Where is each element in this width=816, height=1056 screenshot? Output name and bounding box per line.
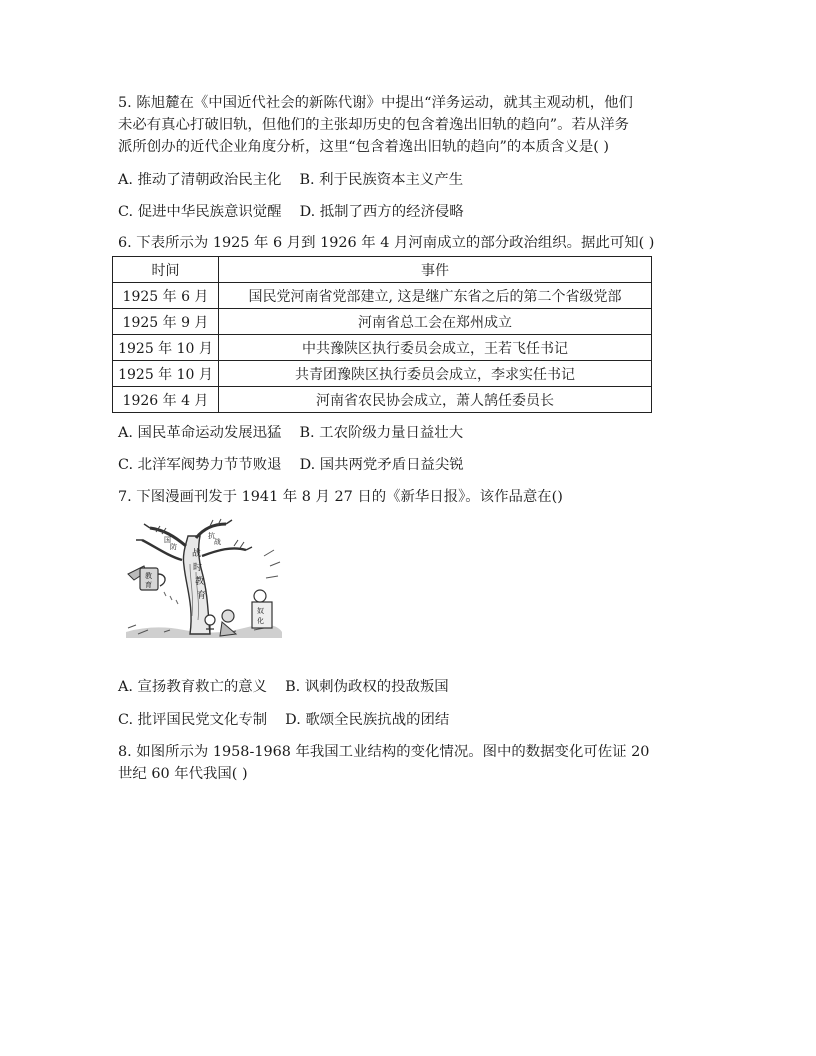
q7-option-d[interactable]: D. 歌颂全民族抗战的团结 <box>285 712 450 728</box>
pot-char: 教 <box>145 572 152 580</box>
table-row <box>113 387 652 413</box>
exam-page <box>118 92 708 785</box>
q7-stem: 7. 下图漫画刊发于 1941 年 8 月 27 日的《新华日报》。该作品意在() <box>118 489 563 505</box>
question-7 <box>118 486 708 731</box>
q5-option-d[interactable]: D. 抵制了西方的经济侵略 <box>299 204 464 220</box>
branch-char: 抗 <box>208 532 215 540</box>
table-cell-event: 共青团豫陕区执行委员会成立，李求实任书记 <box>219 361 652 387</box>
q6-option-b[interactable]: B. 工农阶级力量日益壮大 <box>299 425 464 441</box>
branch-char: 国 <box>164 536 171 544</box>
figure-char: 奴 <box>257 607 264 615</box>
q7-option-b[interactable]: B. 讽刺伪政权的投敌叛国 <box>285 679 449 695</box>
q6-options-row-2 <box>118 454 708 476</box>
q6-options-row-1 <box>118 422 708 444</box>
table-cell-time: 1925 年 10 月 <box>113 361 219 387</box>
table-row <box>113 361 652 387</box>
table-cell-time: 1926 年 4 月 <box>113 387 219 413</box>
table-cell-time: 1925 年 9 月 <box>113 309 219 335</box>
q5-option-a[interactable]: A. 推动了清朝政治民主化 <box>118 172 282 188</box>
trunk-char: 育 <box>197 591 207 601</box>
table-header-row <box>113 257 652 283</box>
q5-option-c[interactable]: C. 促进中华民族意识觉醒 <box>118 204 282 220</box>
q6-option-a[interactable]: A. 国民革命运动发展迅猛 <box>118 425 282 441</box>
q5-options-row-2 <box>118 201 708 223</box>
table-row <box>113 283 652 309</box>
table-row <box>113 309 652 335</box>
table-cell-event: 河南省总工会在郑州成立 <box>219 309 652 335</box>
table-header-event: 事件 <box>219 257 652 283</box>
q6-option-d[interactable]: D. 国共两党矛盾日益尖锐 <box>299 457 464 473</box>
table-header-time: 时间 <box>113 257 219 283</box>
question-6 <box>118 232 708 476</box>
branch-char: 防 <box>170 543 177 551</box>
branch-char: 战 <box>214 538 221 546</box>
q8-line-2: 世纪 60 年代我国( ) <box>118 766 248 782</box>
q6-option-c[interactable]: C. 北洋军阀势力节节败退 <box>118 457 282 473</box>
q7-options-row-1 <box>118 676 708 698</box>
q5-line-2: 未必有真心打破旧轨，但他们的主张却历史的包含着逸出旧轨的趋向”。若从洋务 <box>118 117 630 133</box>
table-cell-time: 1925 年 6 月 <box>113 283 219 309</box>
q6-events-table <box>112 256 652 413</box>
q8-line-1: 8. 如图所示为 1958-1968 年我国工业结构的变化情况。图中的数据变化可佐证 20 <box>118 744 650 760</box>
question-5 <box>118 92 708 223</box>
table-row <box>113 335 652 361</box>
table-cell-event: 国民党河南省党部建立, 这是继广东省之后的第二个省级党部 <box>219 283 652 309</box>
q7-option-a[interactable]: A. 宣扬教育救亡的意义 <box>118 679 268 695</box>
figure-char: 化 <box>257 617 264 625</box>
q5-line-3: 派所创办的近代企业角度分析，这里“包含着逸出旧轨的趋向”的本质含义是( ) <box>118 139 610 155</box>
q5-options-row-1 <box>118 169 708 191</box>
q7-options-row-2 <box>118 709 708 731</box>
q5-line-1: 5. 陈旭麓在《中国近代社会的新陈代谢》中提出“洋务运动，就其主观动机，他们 <box>118 95 633 111</box>
trunk-char: 战 <box>192 549 202 559</box>
pot-char: 育 <box>145 581 152 589</box>
table-cell-event: 中共豫陕区执行委员会成立，王若飞任书记 <box>219 335 652 361</box>
question-8 <box>118 741 708 785</box>
table-cell-event: 河南省农民协会成立，萧人鹄任委员长 <box>219 387 652 413</box>
trunk-char: 时 <box>193 563 203 573</box>
q6-stem: 6. 下表所示为 1925 年 6 月到 1926 年 4 月河南成立的部分政治组织。据此可知( ) <box>118 235 655 251</box>
q7-option-c[interactable]: C. 批评国民党文化专制 <box>118 712 268 728</box>
q5-option-b[interactable]: B. 利于民族资本主义产生 <box>299 172 464 188</box>
cartoon-image <box>124 516 284 644</box>
trunk-char: 教 <box>195 577 205 587</box>
table-cell-time: 1925 年 10 月 <box>113 335 219 361</box>
